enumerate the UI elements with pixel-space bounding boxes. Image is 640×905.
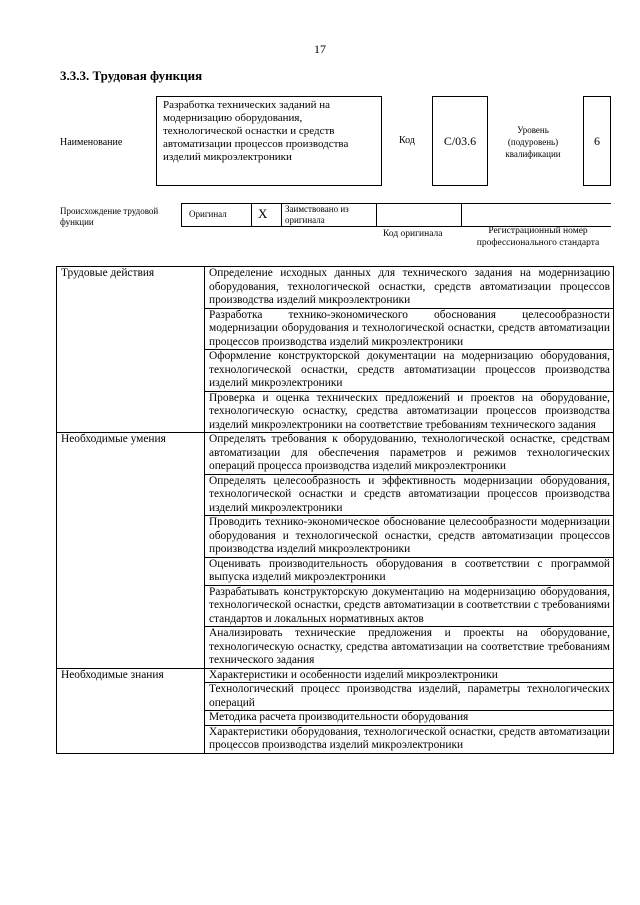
section-title: Трудовые действия (57, 267, 205, 433)
section-item: Проверка и оценка технических предложений и проектов на оборудование, технологическую оснастку, средства автоматизации процессов производства изделий микроэлектроники на соответствие требованиям технического задания (205, 391, 614, 433)
section-title: Необходимые умения (57, 433, 205, 669)
section-item: Анализировать технические предложения и проекты на оборудование, технологическую оснастку, средства автоматизации на соответствие требованиям технического задания (205, 627, 614, 669)
section-item: Определять целесообразность и эффективность модернизации оборудования, технологической оснастки и средств автоматизации процессов производства изделий микроэлектроники (205, 474, 614, 516)
section-item: Разрабатывать конструкторскую документацию на модернизацию оборудования, технологической оснастки, средств автоматизации в соответствии с требованиями стандартов и локальных нормативных актов (205, 585, 614, 627)
section-item: Проводить технико-экономическое обоснование целесообразности модернизации оборудования и технологической оснастки, средств автоматизации процессов производства изделий микроэлектроники (205, 516, 614, 558)
function-name-box: Разработка технических заданий на модернизацию оборудования, технологической оснастки и средств автоматизации процессов производства изделий микроэлектроники (156, 96, 382, 186)
borrowed-label: Заимствовано из оригинала (285, 204, 349, 225)
section-item: Определять требования к оборудованию, технологической оснастке, средствам автоматизации для обеспечения параметров и режимов технологических операций процесса производства изделий микроэлектроники (205, 433, 614, 475)
level-label: Уровень (подуровень) квалификации (505, 125, 561, 159)
page-number: 17 (314, 42, 326, 56)
original-mark: X (258, 206, 268, 221)
section-item: Определение исходных данных для технического задания на модернизацию оборудования, технологической оснастки, средств автоматизации процессов производства изделий микроэлектроники (205, 267, 614, 309)
section-title: Необходимые знания (57, 668, 205, 753)
name-label: Наименование (60, 137, 123, 148)
section-item: Технологический процесс производства изделий, параметры технологических операций (205, 683, 614, 711)
section-item: Разработка технико-экономического обоснования целесообразности модернизации оборудования и технологической оснастки, средств автоматизации процессов производства изделий микроэлектроники (205, 308, 614, 350)
level-box: 6 (583, 96, 611, 186)
reg-number-label: Регистрационный номер профессионального стандарта (476, 226, 600, 248)
code-original-label: Код оригинала (383, 229, 443, 239)
section-item: Оценивать производительность оборудования в соответствии с программой выпуска изделий микроэлектроники (205, 557, 614, 585)
section-item: Методика расчета производительности оборудования (205, 711, 614, 726)
function-details-table (56, 266, 614, 754)
original-label: Оригинал (189, 209, 227, 219)
section-heading: 3.3.3. Трудовая функция (60, 68, 203, 83)
code-label: Код (399, 135, 415, 146)
origin-cell-code (376, 204, 461, 226)
section-item: Характеристики оборудования, технологической оснастки, средств автоматизации процессов производства изделий микроэлектроники (205, 725, 614, 753)
origin-cell-reg (461, 204, 611, 226)
code-box: С/03.6 (432, 96, 488, 186)
section-item: Оформление конструкторской документации на модернизацию оборудования, технологической оснастки, средств автоматизации процессов производства изделий микроэлектроники (205, 350, 614, 392)
table-row (57, 668, 614, 683)
table-row (57, 267, 614, 309)
origin-label: Происхождение трудовой функции (60, 206, 159, 227)
origin-row (181, 203, 611, 227)
section-item: Характеристики и особенности изделий микроэлектроники (205, 668, 614, 683)
table-row (57, 433, 614, 475)
